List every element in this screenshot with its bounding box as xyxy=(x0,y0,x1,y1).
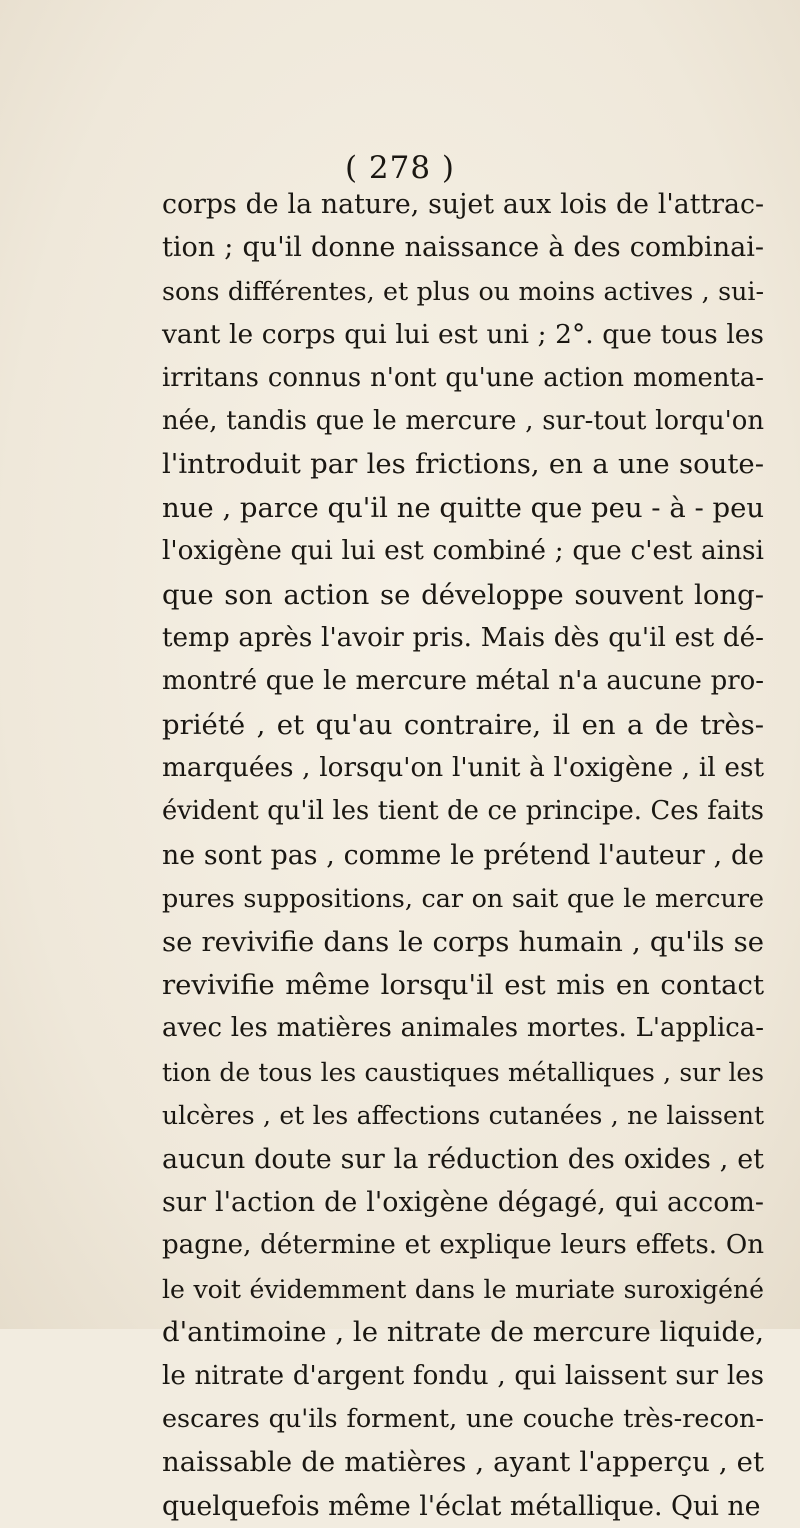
text-line: marquées , lorsqu'on l'unit à l'oxigène , il est xyxy=(162,753,764,784)
text-line: escares qu'ils forment, une couche très-recon- xyxy=(162,1403,764,1434)
text-line: montré que le mercure métal n'a aucune pro- xyxy=(162,666,764,697)
page-number: ( 278 ) xyxy=(344,150,456,186)
text-line: tion de tous les caustiques métalliques , sur les xyxy=(162,1057,764,1087)
text-line: corps de la nature, sujet aux lois de l'attrac- xyxy=(162,189,764,220)
text-line: le nitrate d'argent fondu , qui laissent sur les xyxy=(162,1360,764,1391)
text-line: pagne, détermine et explique leurs effets. On xyxy=(162,1230,764,1261)
text-line: priété , et qu'au contraire, il en a de très- xyxy=(162,708,764,741)
text-line: ulcères , et les affections cutanées , ne laissent xyxy=(162,1101,764,1131)
text-line: vant le corps qui lui est uni ; 2°. que tous les xyxy=(162,319,764,351)
text-line: se revivifie dans le corps humain , qu'ils se xyxy=(162,925,764,958)
text-line: aucun doute sur la réduction des oxides , et xyxy=(162,1143,764,1175)
text-line: née, tandis que le mercure , sur-tout lorqu'on xyxy=(162,405,764,436)
text-line: quelquefois même l'éclat métallique. Qui ne xyxy=(162,1490,761,1522)
text-line: naissable de matières , ayant l'apperçu , et xyxy=(162,1446,764,1479)
text-line: nue , parce qu'il ne quitte que peu - à - peu xyxy=(162,491,765,524)
text-line: d'antimoine , le nitrate de mercure liquide, xyxy=(162,1316,764,1349)
text-line: temp après l'avoir pris. Mais dès qu'il est dé- xyxy=(162,622,764,653)
body-text xyxy=(162,183,764,1528)
text-line: tion ; qu'il donne naissance à des combinai- xyxy=(162,232,764,264)
text-line: l'oxigène qui lui est combiné ; que c'est ainsi xyxy=(162,536,764,567)
text-line: revivifie même lorsqu'il est mis en contact xyxy=(162,969,764,1002)
text-line: sur l'action de l'oxigène dégagé, qui accom- xyxy=(162,1186,764,1218)
text-line: que son action se développe souvent long- xyxy=(162,578,764,611)
text-line: irritans connus n'ont qu'une action momenta- xyxy=(162,362,764,393)
text-line: pures suppositions, car on sait que le mercure xyxy=(162,883,764,914)
text-line: le voit évidemment dans le muriate suroxigéné xyxy=(162,1274,764,1304)
text-line: l'introduit par les frictions, en a une soute- xyxy=(162,448,764,481)
text-line: sons différentes, et plus ou moins actives , sui- xyxy=(162,276,764,306)
text-line: ne sont pas , comme le prétend l'auteur , de xyxy=(162,839,764,871)
text-line: avec les matières animales mortes. L'applica- xyxy=(162,1013,764,1044)
text-line: évident qu'il les tient de ce principe. Ces faits xyxy=(162,796,764,827)
